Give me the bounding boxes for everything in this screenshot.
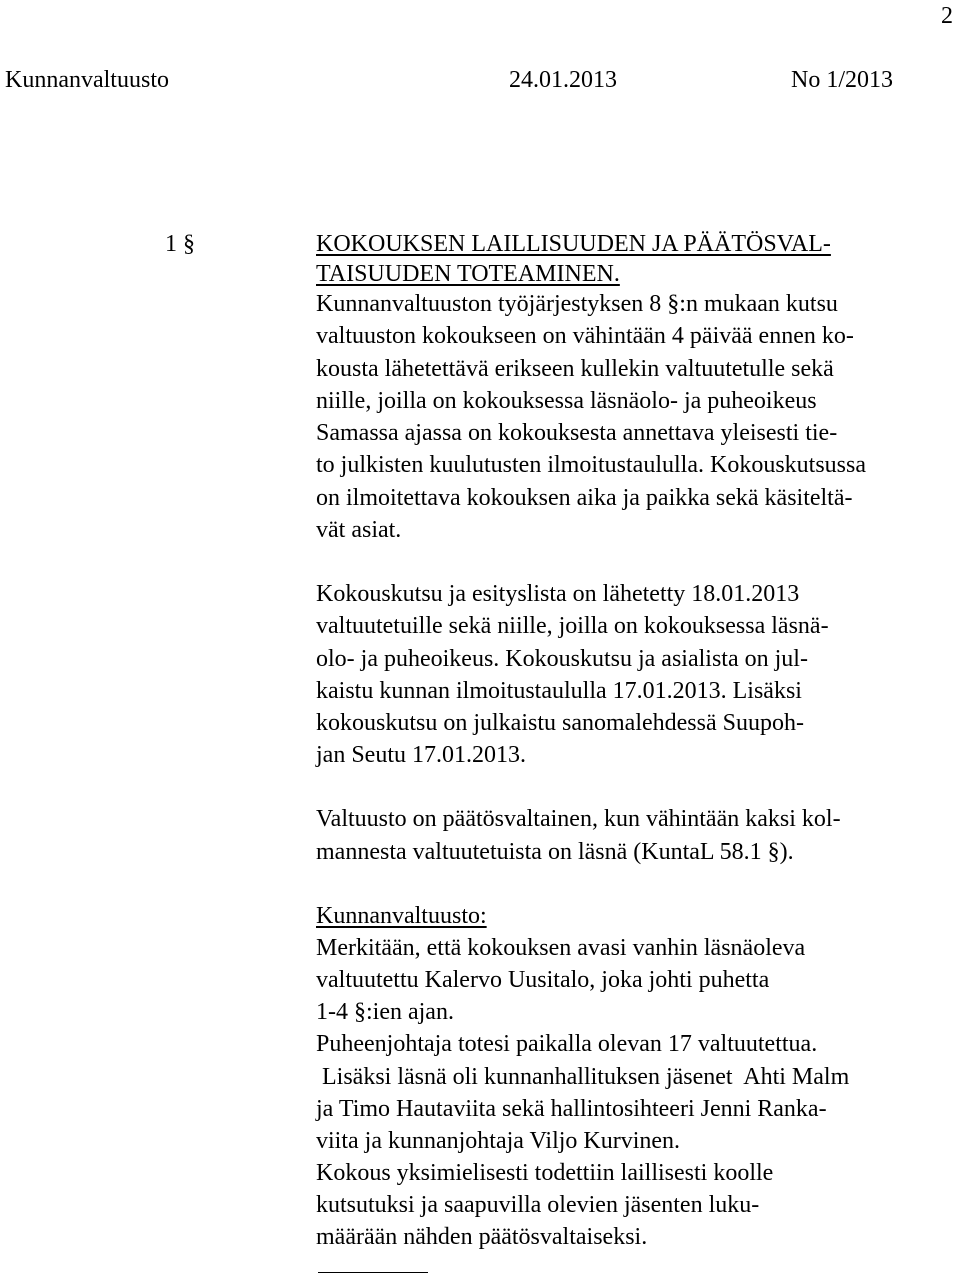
text-line: vät asiat. (316, 517, 402, 543)
decision-line: ja Timo Hautaviita sekä hallintosihteeri Jenni Ranka- (316, 1096, 827, 1122)
decision-line: Lisäksi läsnä oli kunnanhallituksen jäsenet Ahti Malm (316, 1064, 850, 1090)
text-line: jan Seutu 17.01.2013. (316, 742, 526, 768)
decision-line: 1-4 §:ien ajan. (316, 999, 454, 1025)
body-name: Kunnanvaltuusto (5, 67, 169, 93)
text-line: valtuutetuille sekä niille, joilla on kokouksessa läsnä- (316, 613, 829, 639)
text-line: on ilmoitettava kokouksen aika ja paikka sekä käsiteltä- (316, 485, 853, 511)
section-title (316, 232, 831, 292)
meeting-number: No 1/2013 (791, 67, 893, 93)
section-title-line: KOKOUKSEN LAILLISUUDEN JA PÄÄTÖSVAL- (316, 231, 831, 257)
decision-line: kutsutuksi ja saapuvilla olevien jäsenten luku- (316, 1192, 760, 1218)
text-line: to julkisten kuulutusten ilmoitustaululla. Kokouskutsussa (316, 452, 866, 478)
text-line: valtuuston kokoukseen on vähintään 4 päivää ennen ko- (316, 323, 854, 349)
decision-line: viita ja kunnanjohtaja Viljo Kurvinen. (316, 1128, 681, 1154)
text-line: olo- ja puheoikeus. Kokouskutsu ja asialista on jul- (316, 646, 808, 672)
decision-line: Puheenjohtaja totesi paikalla olevan 17 valtuutettua. (316, 1031, 818, 1057)
section-title-line: TAISUUDEN TOTEAMINEN. (316, 261, 620, 287)
section-number: 1 § (165, 231, 195, 257)
text-line: kaistu kunnan ilmoitustaululla 17.01.2013. Lisäksi (316, 678, 802, 704)
decision-heading: Kunnanvaltuusto: (316, 903, 487, 929)
text-line: Kunnanvaltuuston työjärjestyksen 8 §:n mukaan kutsu (316, 291, 838, 317)
text-line: Valtuusto on päätösvaltainen, kun vähintään kaksi kol- (316, 806, 841, 832)
text-line: Kokouskutsu ja esityslista on lähetetty 18.01.2013 (316, 581, 800, 607)
text-line: Samassa ajassa on kokouksesta annettava yleisesti tie- (316, 420, 838, 446)
page-number: 2 (941, 3, 953, 29)
text-line: niille, joilla on kokouksessa läsnäolo- ja puheoikeus (316, 388, 817, 414)
text-line: mannesta valtuutetuista on läsnä (KuntaL 58.1 §). (316, 839, 794, 865)
bottom-rule (318, 1272, 428, 1273)
decision-line: Kokous yksimielisesti todettiin laillisesti koolle (316, 1160, 774, 1186)
meeting-date: 24.01.2013 (509, 67, 617, 93)
decision-line: valtuutettu Kalervo Uusitalo, joka johti puhetta (316, 967, 770, 993)
text-line: kousta lähetettävä erikseen kullekin valtuutetulle sekä (316, 356, 834, 382)
decision-line: Merkitään, että kokouksen avasi vanhin läsnäoleva (316, 935, 806, 961)
decision-line: määrään nähden päätösvaltaiseksi. (316, 1224, 648, 1250)
text-line: kokouskutsu on julkaistu sanomalehdessä Suupoh- (316, 710, 804, 736)
